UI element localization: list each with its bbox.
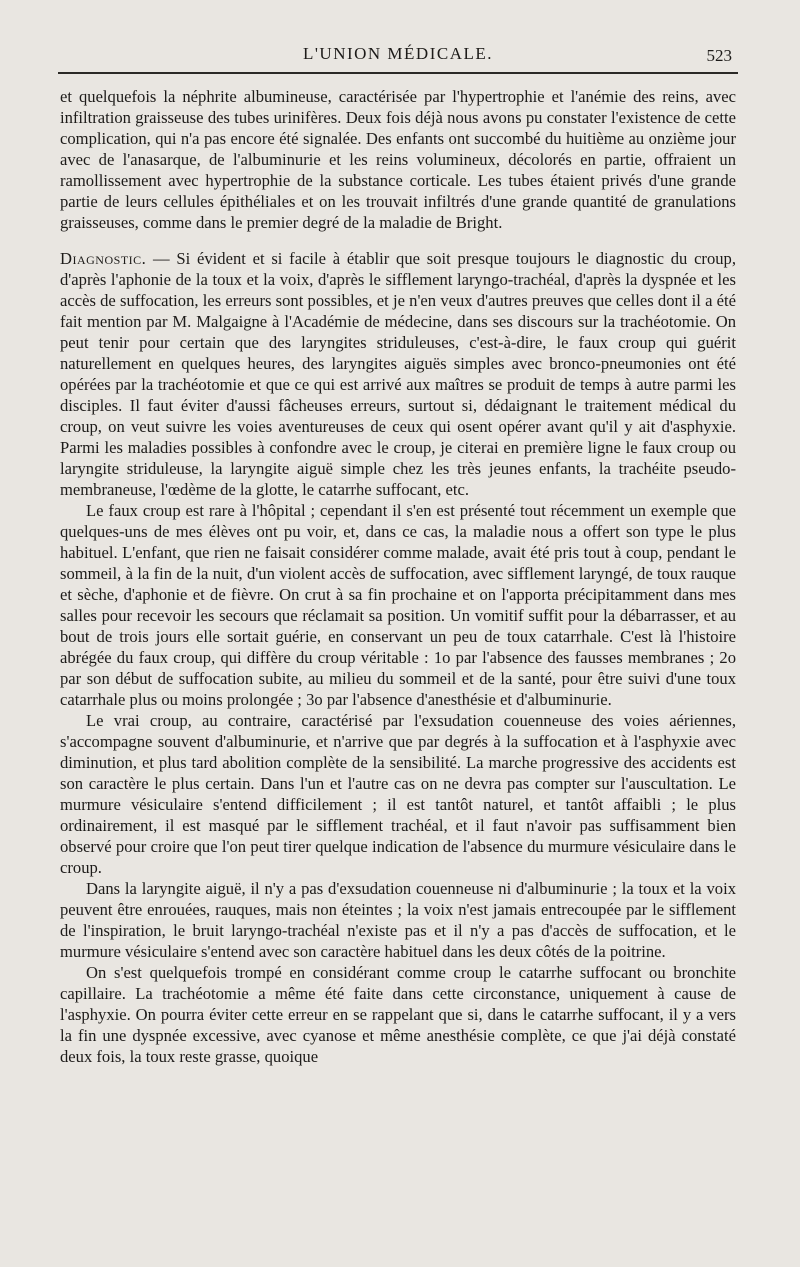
paragraph-text: et quelquefois la néphrite albumineuse, caractérisée par l'hypertrophie et l'anémie des reins, avec infiltration graisseuse des tubes urinifères. Deux fois déjà nous avons pu constater l'existence de cette complication, qui n'a pas encore été signalée. Des enfants ont succombé du huitième au onzième jour avec de l'anasarque, de l'albuminurie et les reins volumineux, décolorés en partie, offraient un ramollissement avec hypertrophie de la substance corticale. Les tubes étaient privés d'une grande partie de leurs cellules épithéliales et on les trouvait infiltrés d'une grande quantité de granulations graisseuses, comme dans le premier degré de la maladie de Bright. bbox=[60, 87, 736, 232]
paragraph-text: Le faux croup est rare à l'hôpital ; cependant il s'en est présenté tout récemment un exemple que quelques-uns de mes élèves ont pu voir, et, dans ce cas, la maladie nous a offert son type le plus habituel. L'enfant, que rien ne faisait considérer comme malade, avait été pris tout à coup, pendant le sommeil, à la fin de la nuit, d'un violent accès de suffocation, avec sifflement laryngé, de toux rauque et sèche, d'aphonie et de fièvre. On crut à sa fin prochaine et on l'apporta précipitamment dans mes salles pour recevoir les secours que réclamait sa position. Un vomitif suffit pour la débarrasser, et au bout de trois jours elle sortait guérie, en conservant un peu de toux catarrhale. C'est là l'histoire abrégée du faux croup, qui diffère du croup véritable : 1o par l'absence des fausses membranes ; 2o par son début de suffocation subite, au milieu du sommeil et de la santé, pour être suivi d'une toux catarrhale plus ou moins prolongée ; 3o par l'absence d'anesthésie et d'albuminurie. bbox=[60, 501, 736, 709]
paragraph-diagnostic bbox=[60, 248, 736, 500]
section-lead: Diagnostic. bbox=[60, 249, 147, 268]
header-rule bbox=[58, 72, 738, 74]
paragraph-text: — Si évident et si facile à établir que soit presque toujours le diagnostic du croup, d'après l'aphonie de la toux et la voix, d'après le sifflement laryngo-trachéal, d'après la dyspnée et les accès de suffocation, les erreurs sont possibles, et je n'en veux d'autres preuves que celles dont il a été fait mention par M. Malgaigne à l'Académie de médecine, dans ses discours sur la trachéotomie. On peut tenir pour certain que des laryngites striduleuses, c'est-à-dire, le faux croup qui guérit naturellement en quelques heures, des laryngites aiguës simples avec bronco-pneumonies ont été opérées par la trachéotomie et que ce qui est arrivé aux maîtres se produit de temps à autre parmi les disciples. Il faut éviter d'aussi fâcheuses erreurs, surtout si, dédaignant le traitement médical du croup, on veut suivre les voies aventureuses de ceux qui osent opérer avant qu'il y ait d'asphyxie. Parmi les maladies possibles à confondre avec le croup, je citerai en première ligne le faux croup ou laryngite striduleuse, la laryngite aiguë simple chez les très jeunes enfants, la trachéite pseudo-membraneuse, l'œdème de la glotte, le catarrhe suffocant, etc. bbox=[60, 249, 736, 499]
body-text bbox=[60, 86, 736, 1067]
paragraph-text: Dans la laryngite aiguë, il n'y a pas d'exsudation couenneuse ni d'albuminurie ; la toux et la voix peuvent être enrouées, rauques, mais non éteintes ; la voix n'est jamais entrecoupée par le sifflement de l'inspiration, le bruit laryngo-trachéal n'existe pas et il n'y a pas d'accès de suffocation, et le murmure vésiculaire s'entend avec son caractère habituel dans les deux côtés de la poitrine. bbox=[60, 879, 736, 961]
page-number: 523 bbox=[706, 46, 732, 65]
paragraph-text: Le vrai croup, au contraire, caractérisé par l'exsudation couenneuse des voies aériennes, s'accompagne souvent d'albuminurie, et n'arrive que par degrés à la suffocation et à l'asphyxie avec diminution, et plus tard abolition complète de la sensibilité. La marche progressive des accidents est son caractère le plus certain. Dans l'un et l'autre cas on ne devra pas compter sur l'auscultation. Le murmure vésiculaire s'entend difficilement ; il est tantôt naturel, et tantôt affaibli ; le plus ordinairement, il est masqué par le sifflement trachéal, et il faut n'avoir pas suffisamment bien observé pour croire que l'on peut tirer quelque indication de l'absence du murmure vésiculaire dans le croup. bbox=[60, 711, 736, 877]
paragraph bbox=[60, 500, 736, 710]
page-header bbox=[60, 44, 736, 68]
paragraph bbox=[60, 710, 736, 878]
paragraph bbox=[60, 86, 736, 233]
running-title: L'UNION MÉDICALE. bbox=[302, 44, 494, 63]
paragraph bbox=[60, 878, 736, 962]
paragraph bbox=[60, 962, 736, 1067]
paragraph-text: On s'est quelquefois trompé en considérant comme croup le catarrhe suffocant ou bronchite capillaire. La trachéotomie a même été faite dans cette circonstance, uniquement à cause de l'asphyxie. On pourra éviter cette erreur en se rappelant que si, dans le catarrhe suffocant, il y a vers la fin une dyspnée excessive, avec cyanose et même anesthésie complète, ce que j'ai déjà constaté deux fois, la toux reste grasse, quoique bbox=[60, 963, 736, 1066]
